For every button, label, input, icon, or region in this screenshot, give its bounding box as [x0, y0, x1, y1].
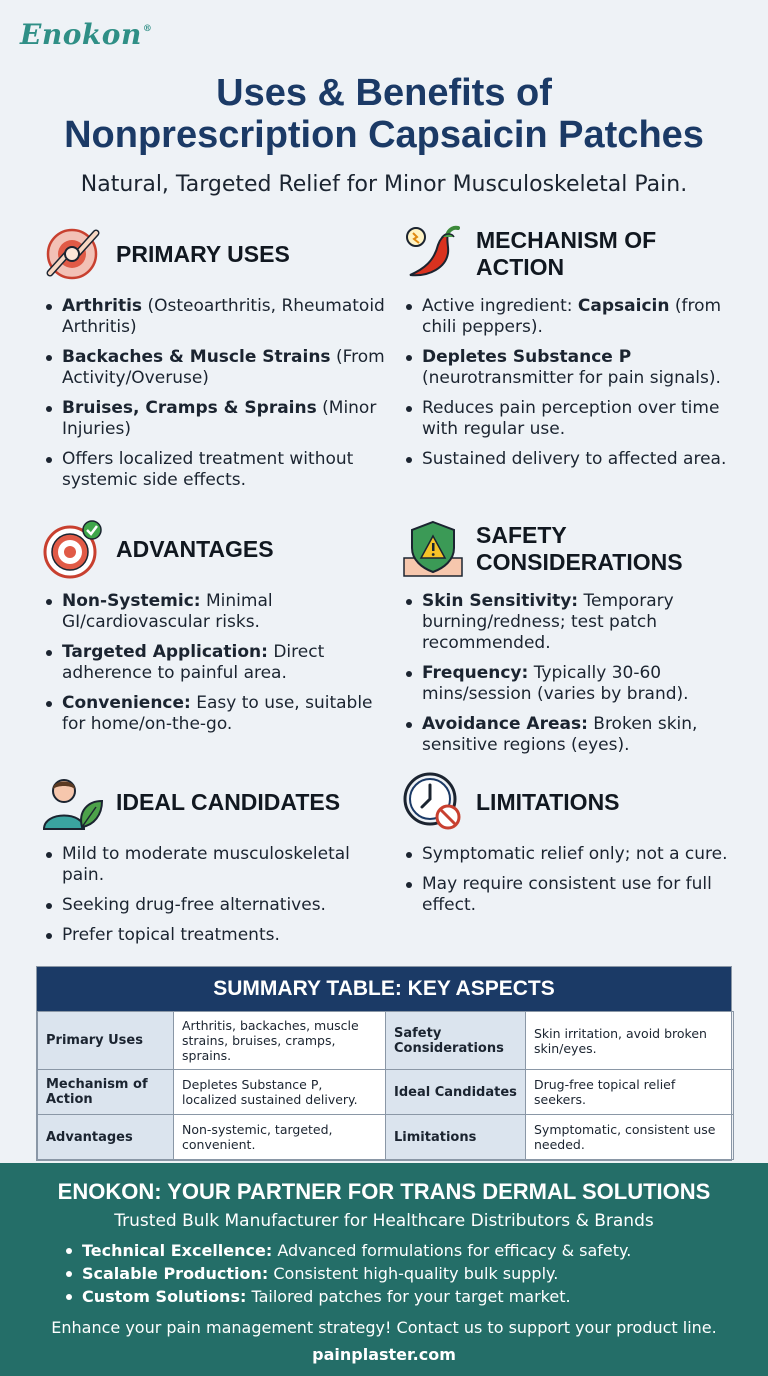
list-item: Frequency: Typically 30-60 mins/session (varies by brand). [402, 663, 752, 705]
joint-pain-icon [42, 223, 104, 285]
table-cell: Mechanism of Action [38, 1070, 174, 1115]
chili-pepper-icon [402, 223, 464, 285]
table-cell: Safety Considerations [386, 1012, 526, 1070]
advantages-title: ADVANTAGES [116, 535, 274, 562]
page-subtitle: Natural, Targeted Relief for Minor Musculoskeletal Pain. [80, 172, 688, 197]
target-check-icon [42, 518, 104, 580]
list-item: Sustained delivery to affected area. [402, 449, 752, 470]
list-item: Bruises, Cramps & Sprains (Minor Injuries) [42, 398, 392, 440]
table-cell: Limitations [386, 1115, 526, 1160]
list-item: Seeking drug-free alternatives. [42, 895, 392, 916]
primary-uses-title: PRIMARY USES [116, 240, 290, 267]
table-row [38, 1115, 734, 1160]
table-row [38, 1012, 734, 1070]
footer-cta: Enhance your pain management strategy! Contact us to support your product line. [51, 1318, 717, 1337]
section-limitations [402, 770, 752, 925]
list-item: Active ingredient: Capsaicin (from chili peppers). [402, 296, 752, 338]
table-cell: Primary Uses [38, 1012, 174, 1070]
list-item: Offers localized treatment without systemic side effects. [42, 449, 392, 491]
footer-list [66, 1239, 631, 1308]
table-cell: Advantages [38, 1115, 174, 1160]
summary-table-title: SUMMARY TABLE: KEY ASPECTS [37, 967, 731, 1011]
summary-table [36, 966, 732, 1161]
list-item: Reduces pain perception over time with regular use. [402, 398, 752, 440]
safety-title: SAFETY CONSIDERATIONS [476, 522, 683, 575]
list-item: Non-Systemic: Minimal GI/cardiovascular risks. [42, 591, 392, 633]
table-cell: Ideal Candidates [386, 1070, 526, 1115]
mechanism-title: MECHANISM OF ACTION [476, 227, 657, 280]
list-item: Avoidance Areas: Broken skin, sensitive regions (eyes). [402, 714, 752, 756]
person-leaf-icon [42, 771, 104, 833]
list-item: Backaches & Muscle Strains (From Activity/Overuse) [42, 347, 392, 389]
footer-title: ENOKON: YOUR PARTNER FOR TRANS DERMAL SOLUTIONS [57, 1179, 711, 1204]
table-cell: Symptomatic, consistent use needed. [526, 1115, 734, 1160]
list-item: Arthritis (Osteoarthritis, Rheumatoid Arthritis) [42, 296, 392, 338]
footer-banner [0, 1163, 768, 1376]
shield-warning-icon [402, 518, 464, 580]
table-cell: Drug-free topical relief seekers. [526, 1070, 734, 1115]
footer-subtitle: Trusted Bulk Manufacturer for Healthcare Distributors & Brands [114, 1211, 654, 1231]
table-cell: Depletes Substance P, localized sustained delivery. [174, 1070, 386, 1115]
brand-logo: Enokon® [20, 18, 153, 51]
candidates-title: IDEAL CANDIDATES [116, 788, 341, 815]
section-mechanism [402, 222, 752, 479]
page-title: Uses & Benefits of Nonprescription Capsaicin Patches [64, 72, 704, 156]
list-item: Depletes Substance P (neurotransmitter for pain signals). [402, 347, 752, 389]
website-link[interactable]: painplaster.com [312, 1345, 456, 1364]
table-cell: Arthritis, backaches, muscle strains, bruises, cramps, sprains. [174, 1012, 386, 1070]
list-item: Custom Solutions: Tailored patches for your target market. [66, 1285, 631, 1308]
list-item: Technical Excellence: Advanced formulations for efficacy & safety. [66, 1239, 631, 1262]
section-primary-uses [42, 222, 392, 500]
limitations-title: LIMITATIONS [476, 788, 620, 815]
list-item: Prefer topical treatments. [42, 925, 392, 946]
list-item: Symptomatic relief only; not a cure. [402, 844, 752, 865]
clock-no-icon [402, 771, 464, 833]
list-item: Convenience: Easy to use, suitable for home/on-the-go. [42, 693, 392, 735]
list-item: May require consistent use for full effect. [402, 874, 752, 916]
section-candidates [42, 770, 392, 955]
table-cell: Skin irritation, avoid broken skin/eyes. [526, 1012, 734, 1070]
table-row [38, 1070, 734, 1115]
table-cell: Non-systemic, targeted, convenient. [174, 1115, 386, 1160]
list-item: Targeted Application: Direct adherence to painful area. [42, 642, 392, 684]
section-advantages [42, 517, 392, 744]
list-item: Scalable Production: Consistent high-quality bulk supply. [66, 1262, 631, 1285]
list-item: Skin Sensitivity: Temporary burning/redness; test patch recommended. [402, 591, 752, 654]
list-item: Mild to moderate musculoskeletal pain. [42, 844, 392, 886]
section-safety [402, 517, 752, 765]
